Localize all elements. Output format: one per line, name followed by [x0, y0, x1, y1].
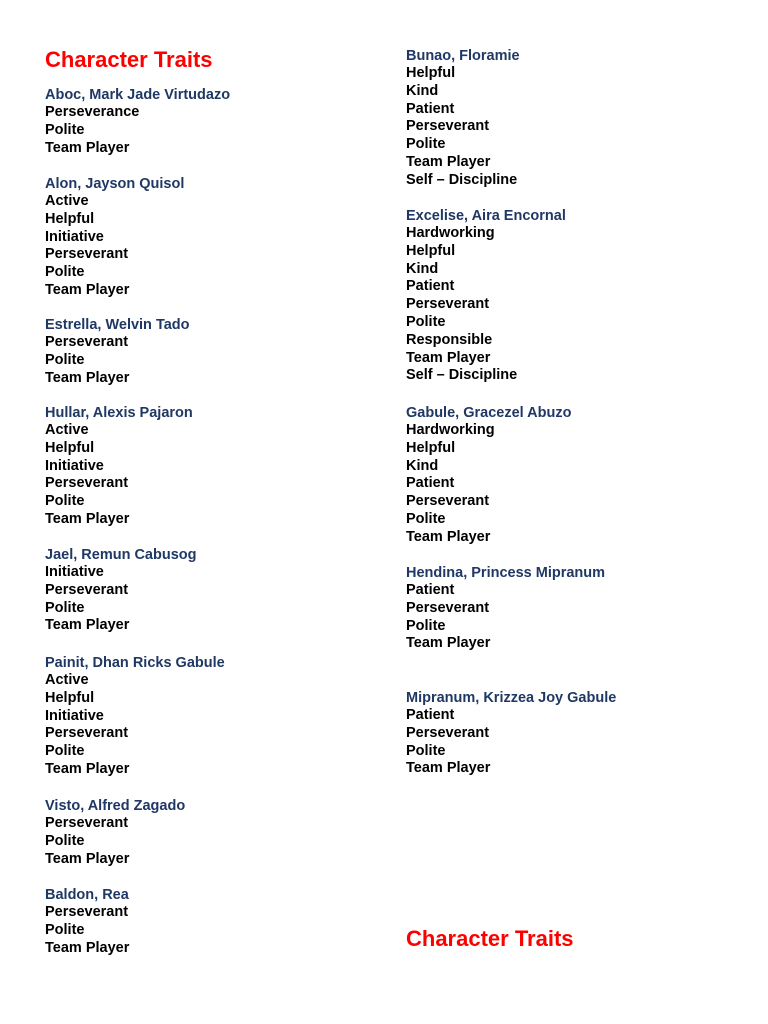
- trait-item: Initiative: [45, 228, 104, 245]
- footer-title: Character Traits: [406, 926, 574, 951]
- student-entry: [406, 689, 616, 778]
- trait-item: Polite: [45, 599, 85, 616]
- student-entry: [406, 564, 605, 653]
- trait-item: Polite: [406, 313, 446, 330]
- student-name: Estrella, Welvin Tado: [45, 317, 190, 333]
- student-name: Painit, Dhan Ricks Gabule: [45, 655, 225, 671]
- trait-item: Polite: [45, 493, 85, 510]
- trait-list: [45, 104, 230, 157]
- trait-item: Helpful: [45, 439, 95, 456]
- trait-item: Perseverant: [45, 475, 129, 492]
- trait-item: Team Player: [406, 635, 491, 652]
- trait-item: Polite: [45, 351, 85, 368]
- trait-item: Perseverant: [406, 493, 490, 510]
- trait-item: Initiative: [45, 457, 104, 474]
- student-entry: [406, 404, 571, 547]
- trait-item: Perseverant: [45, 725, 129, 742]
- trait-list: [45, 334, 190, 387]
- trait-item: Perseverant: [45, 246, 129, 263]
- trait-item: Patient: [406, 278, 455, 295]
- trait-item: Perseverance: [45, 104, 140, 120]
- trait-item: Active: [45, 193, 89, 209]
- student-name: Aboc, Mark Jade Virtudazo: [45, 87, 231, 103]
- trait-item: Perseverant: [406, 724, 490, 741]
- trait-item: Polite: [406, 742, 446, 759]
- trait-item: Team Player: [45, 281, 130, 298]
- trait-item: Kind: [406, 82, 439, 99]
- trait-list: [45, 422, 193, 529]
- trait-item: Perseverant: [406, 599, 490, 616]
- trait-item: Team Player: [45, 939, 130, 956]
- student-entry: [406, 207, 566, 385]
- trait-list: [45, 193, 184, 300]
- trait-item: Helpful: [45, 210, 95, 227]
- trait-item: Team Player: [45, 139, 130, 156]
- student-entry: [45, 654, 225, 779]
- trait-item: Initiative: [45, 707, 104, 724]
- student-name: Excelise, Aira Encornal: [406, 208, 566, 224]
- trait-list: [45, 672, 225, 779]
- student-entry: [45, 886, 129, 957]
- student-name: Mipranum, Krizzea Joy Gabule: [406, 690, 617, 706]
- trait-list: [406, 422, 571, 547]
- student-entry: [45, 316, 190, 387]
- student-entry: [45, 404, 193, 529]
- student-entry: [45, 86, 230, 157]
- trait-item: Team Player: [406, 760, 491, 777]
- trait-item: Polite: [406, 136, 446, 153]
- trait-item: Helpful: [45, 689, 95, 706]
- trait-item: Helpful: [406, 65, 456, 81]
- trait-item: Polite: [45, 121, 85, 138]
- trait-item: Polite: [45, 921, 85, 938]
- trait-item: Polite: [45, 264, 85, 281]
- trait-item: Team Player: [45, 760, 130, 777]
- trait-item: Perseverant: [406, 118, 490, 135]
- trait-list: [406, 225, 566, 385]
- trait-item: Team Player: [406, 153, 491, 170]
- trait-item: Patient: [406, 475, 455, 492]
- trait-item: Polite: [406, 617, 446, 634]
- page-title: Character Traits: [45, 47, 213, 72]
- trait-item: Perseverant: [45, 904, 129, 920]
- trait-item: Patient: [406, 100, 455, 117]
- trait-item: Team Player: [406, 349, 491, 366]
- trait-item: Perseverant: [406, 296, 490, 313]
- trait-item: Initiative: [45, 564, 104, 580]
- trait-item: Hardworking: [406, 225, 495, 241]
- trait-item: Team Player: [45, 510, 130, 527]
- trait-item: Perseverant: [45, 581, 129, 598]
- student-entry: [406, 47, 520, 190]
- trait-list: [45, 904, 129, 957]
- trait-item: Kind: [406, 457, 439, 474]
- student-name: Hullar, Alexis Pajaron: [45, 405, 193, 421]
- student-entry: [45, 546, 196, 635]
- student-name: Gabule, Gracezel Abuzo: [406, 405, 572, 421]
- student-name: Alon, Jayson Quisol: [45, 176, 185, 192]
- trait-item: Team Player: [45, 369, 130, 386]
- trait-item: Patient: [406, 707, 455, 723]
- trait-list: [406, 582, 605, 653]
- trait-item: Perseverant: [45, 334, 129, 350]
- trait-list: [406, 65, 520, 190]
- student-name: Hendina, Princess Mipranum: [406, 565, 606, 581]
- trait-item: Self – Discipline: [406, 367, 518, 384]
- student-name: Jael, Remun Cabusog: [45, 547, 197, 563]
- student-name: Visto, Alfred Zagado: [45, 798, 186, 814]
- trait-item: Self – Discipline: [406, 171, 518, 188]
- trait-list: [406, 707, 616, 778]
- trait-item: Team Player: [45, 617, 130, 634]
- trait-item: Perseverant: [45, 815, 129, 831]
- trait-item: Active: [45, 422, 89, 438]
- trait-item: Polite: [45, 743, 85, 760]
- trait-item: Polite: [406, 510, 446, 527]
- trait-item: Team Player: [45, 850, 130, 867]
- trait-item: Team Player: [406, 528, 491, 545]
- trait-item: Hardworking: [406, 422, 495, 438]
- trait-list: [45, 815, 185, 868]
- trait-item: Responsible: [406, 331, 493, 348]
- student-name: Bunao, Floramie: [406, 48, 520, 64]
- trait-item: Active: [45, 672, 89, 688]
- student-entry: [45, 175, 184, 300]
- trait-item: Kind: [406, 260, 439, 277]
- trait-list: [45, 564, 196, 635]
- trait-item: Patient: [406, 582, 455, 598]
- trait-item: Helpful: [406, 439, 456, 456]
- trait-item: Helpful: [406, 242, 456, 259]
- trait-item: Polite: [45, 832, 85, 849]
- student-name: Baldon, Rea: [45, 887, 129, 903]
- student-entry: [45, 797, 185, 868]
